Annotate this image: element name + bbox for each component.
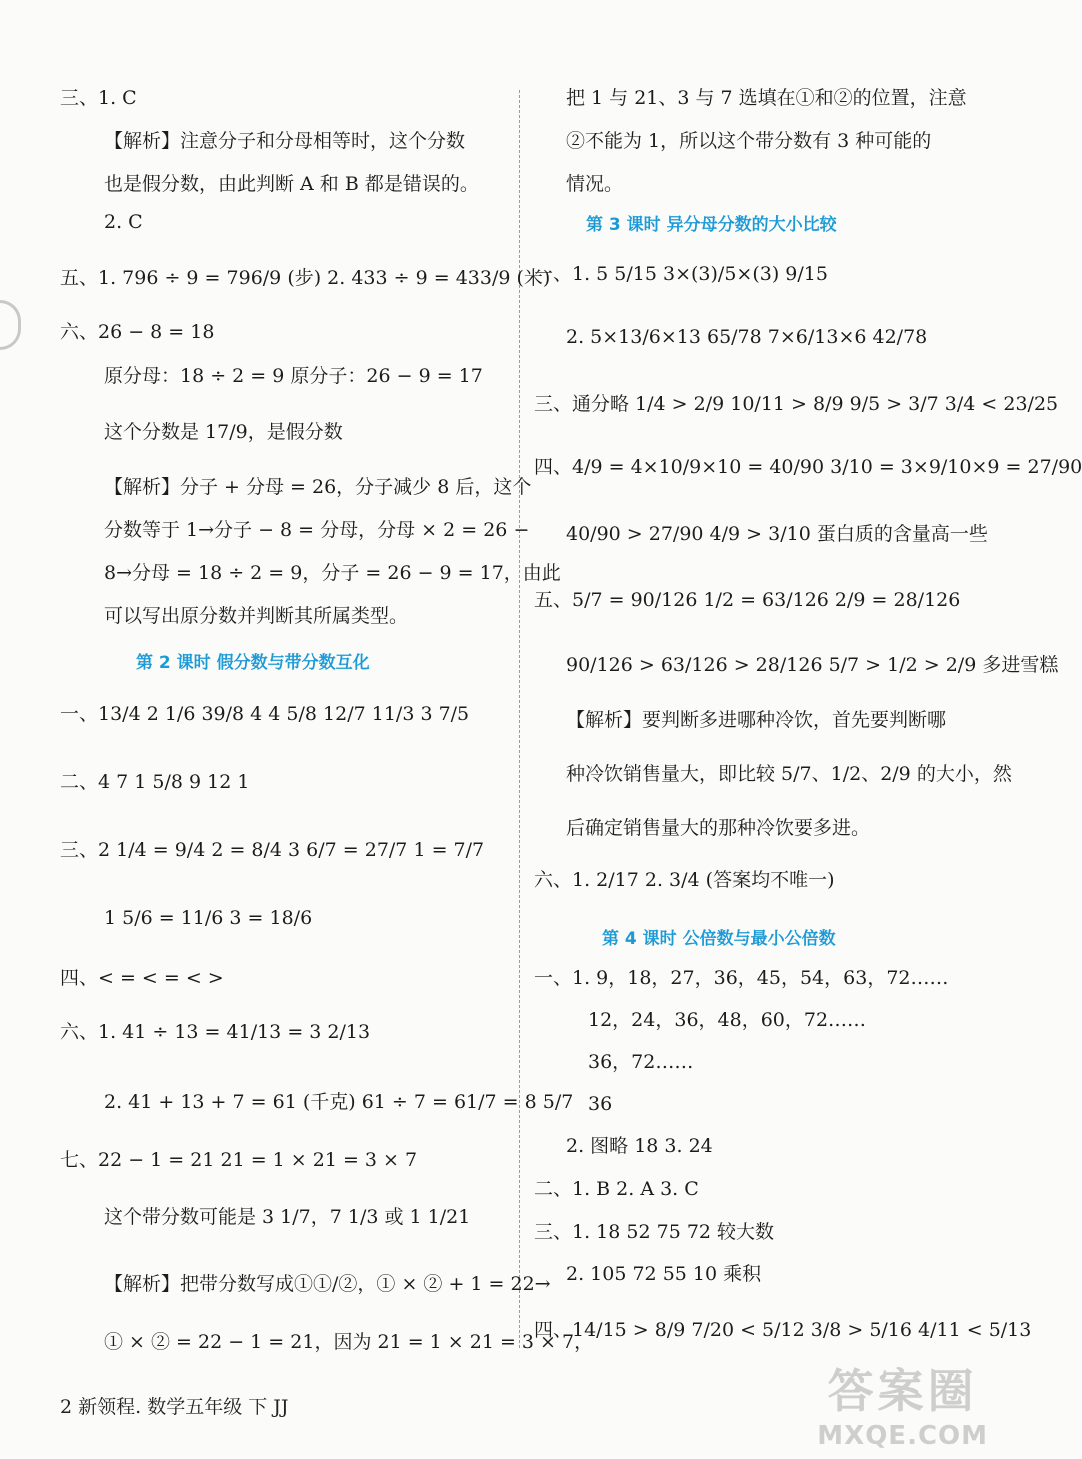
answer-line: 8→分母 = 18 ÷ 2 = 9，分子 = 26 − 9 = 17，由此	[104, 562, 561, 584]
answer-line: 【解析】注意分子和分母相等时，这个分数	[104, 130, 466, 152]
answer-line: 【解析】要判断多进哪种冷饮，首先要判断哪	[566, 709, 947, 731]
answer-line: 2. 105 72 55 10 乘积	[566, 1263, 762, 1285]
answer-line: 这个分数是 17/9，是假分数	[104, 421, 343, 443]
answer-line: 三、2 1/4 = 9/4 2 = 8/4 3 6/7 = 27/7 1 = 7/7	[60, 839, 485, 861]
answer-line: 也是假分数，由此判断 A 和 B 都是错误的。	[104, 173, 479, 195]
answer-line: 三、通分略 1/4 > 2/9 10/11 > 8/9 9/5 > 3/7 3/4 < 23/25	[534, 393, 1059, 415]
answer-line: 四、< = < = < >	[60, 967, 224, 989]
binding-mark	[0, 300, 21, 350]
lesson-heading: 第 2 课时 假分数与带分数互化	[136, 653, 370, 673]
lesson-heading: 第 3 课时 异分母分数的大小比较	[586, 215, 837, 235]
answer-line: 二、4 7 1 5/8 9 12 1	[60, 771, 250, 793]
answer-line: 后确定销售量大的那种冷饮要多进。	[566, 817, 871, 839]
answer-line: 四、4/9 = 4×10/9×10 = 40/90 3/10 = 3×9/10×9 = 27/90	[534, 456, 1082, 478]
answer-line: 五、5/7 = 90/126 1/2 = 63/126 2/9 = 28/126	[534, 589, 961, 611]
answer-line: 40/90 > 27/90 4/9 > 3/10 蛋白质的含量高一些	[566, 523, 988, 545]
answer-line: 五、1. 796 ÷ 9 = 796/9 (步) 2. 433 ÷ 9 = 433/9 (米)	[60, 267, 551, 289]
answer-line: 2. C	[104, 211, 143, 233]
answer-line: 可以写出原分数并判断其所属类型。	[104, 605, 409, 627]
answer-line: 36，72……	[588, 1051, 694, 1073]
answer-line: 六、1. 41 ÷ 13 = 41/13 = 3 2/13	[60, 1021, 371, 1043]
answer-line: 原分母：18 ÷ 2 = 9 原分子：26 − 9 = 17	[104, 365, 483, 387]
answer-line: 三、1. C	[60, 87, 137, 109]
answer-line: 【解析】把带分数写成①①/②，① × ② + 1 = 22→	[104, 1273, 551, 1295]
answer-line: 36	[588, 1093, 613, 1115]
answer-line: ① × ② = 22 − 1 = 21，因为 21 = 1 × 21 = 3 × 7，	[104, 1331, 594, 1353]
page-footer: 2 新领程. 数学五年级 下 JJ	[60, 1396, 289, 1418]
answer-line: 2. 41 + 13 + 7 = 61 (千克) 61 ÷ 7 = 61/7 = 8 5/7	[104, 1091, 574, 1113]
answer-line: 分数等于 1→分子 − 8 = 分母，分母 × 2 = 26 −	[104, 519, 530, 541]
answer-line: 种冷饮销售量大，即比较 5/7、1/2、2/9 的大小，然	[566, 763, 1012, 785]
answer-line: 【解析】分子 + 分母 = 26，分子减少 8 后，这个	[104, 476, 532, 498]
answer-line: 六、1. 2/17 2. 3/4 (答案均不唯一)	[534, 869, 835, 891]
answer-line: 一、1. 9，18，27，36，45，54，63，72……	[534, 967, 949, 989]
answer-line: 2. 5×13/6×13 65/78 7×6/13×6 42/78	[566, 326, 928, 348]
answer-line: 七、22 − 1 = 21 21 = 1 × 21 = 3 × 7	[60, 1149, 418, 1171]
answer-line: 六、26 − 8 = 18	[60, 321, 215, 343]
answer-line: 情况。	[566, 173, 624, 195]
answer-line: 这个带分数可能是 3 1/7，7 1/3 或 1 1/21	[104, 1206, 471, 1228]
answer-line: 一、13/4 2 1/6 39/8 4 4 5/8 12/7 11/3 3 7/5	[60, 703, 470, 725]
answer-line: 四、14/15 > 8/9 7/20 < 5/12 3/8 > 5/16 4/11 < 5/13	[534, 1319, 1032, 1341]
answer-line: 12，24，36，48，60，72……	[588, 1009, 867, 1031]
answer-line: 二、1. B 2. A 3. C	[534, 1178, 699, 1200]
answer-line: 1 5/6 = 11/6 3 = 18/6	[104, 907, 313, 929]
answer-line: 一、1. 5 5/15 3×(3)/5×(3) 9/15	[534, 263, 828, 285]
answer-line: 三、1. 18 52 75 72 较大数	[534, 1221, 775, 1243]
answer-line: ②不能为 1，所以这个带分数有 3 种可能的	[566, 130, 932, 152]
watermark-url: MXQE.COM	[817, 1421, 988, 1451]
watermark-title: 答案圈	[827, 1364, 978, 1418]
watermark-logo	[817, 1355, 988, 1451]
answer-line: 把 1 与 21、3 与 7 选填在①和②的位置，注意	[566, 87, 967, 109]
lesson-heading: 第 4 课时 公倍数与最小公倍数	[602, 929, 836, 949]
answer-line: 90/126 > 63/126 > 28/126 5/7 > 1/2 > 2/9 多进雪糕	[566, 654, 1059, 676]
answer-line: 2. 图略 18 3. 24	[566, 1135, 713, 1157]
